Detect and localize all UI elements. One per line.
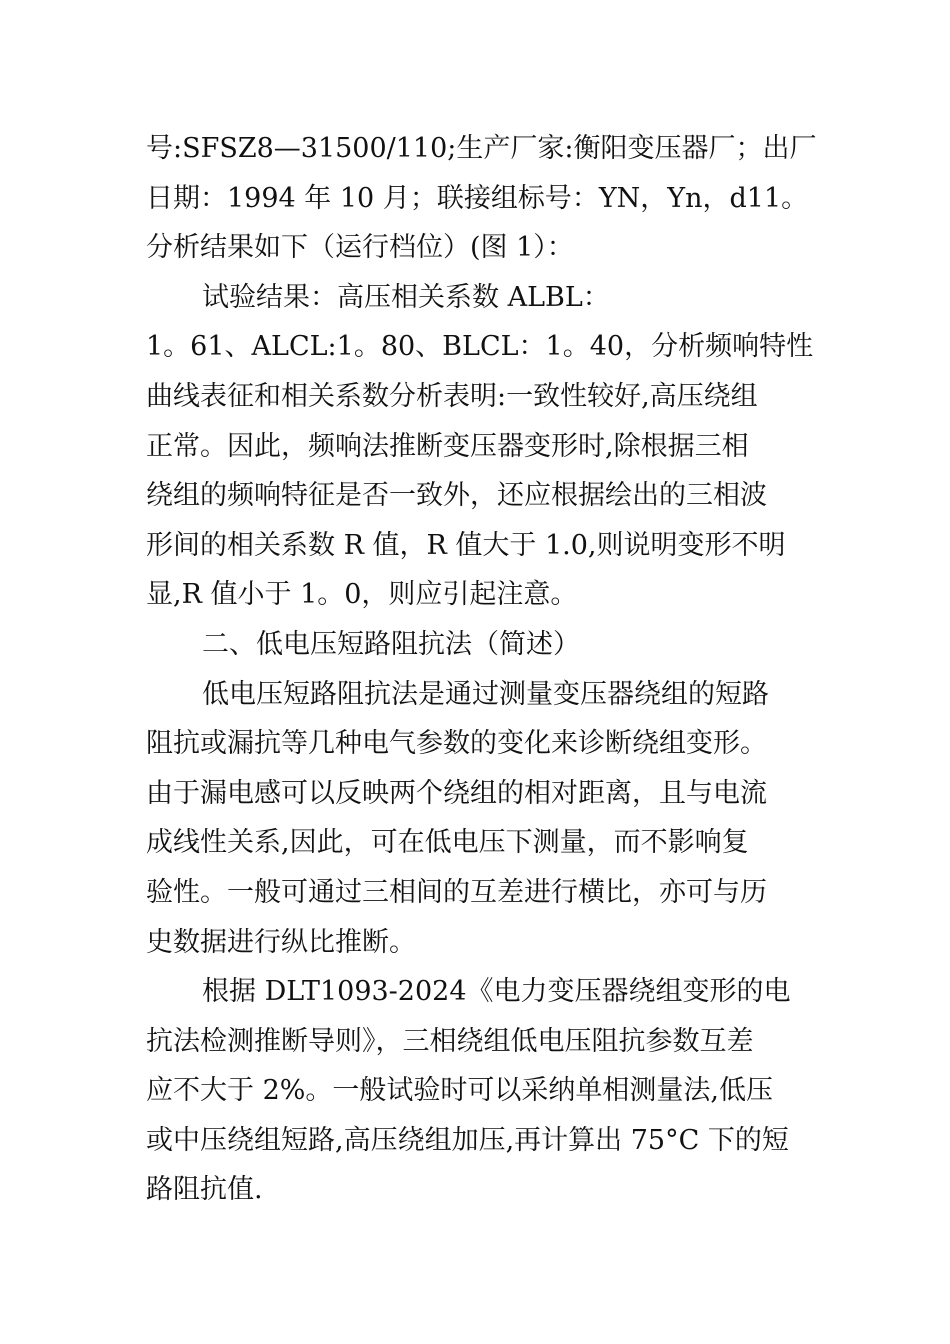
text-line: 1。61、ALCL:1。80、BLCL：1。40，分析频响特性 (146, 331, 814, 363)
body-text (146, 124, 817, 1215)
text-line: 成线性关系,因此，可在低电压下测量，而不影响复 (146, 827, 749, 859)
paragraph-start-line: 试验结果：高压相关系数 ALBL： (202, 281, 610, 313)
paragraph-start-line: 根据 DLT1093-2024《电力变压器绕组变形的电 (202, 976, 791, 1008)
text-line: 应不大于 2%。一般试验时可以采纳单相测量法,低压 (146, 1075, 773, 1107)
text-line: 阻抗或漏抗等几种电气参数的变化来诊断绕组变形。 (146, 728, 767, 760)
text-line: 曲线表征和相关系数分析表明:一致性较好,高压绕组 (146, 380, 758, 412)
text-line: 正常。因此，频响法推断变压器变形时,除根据三相 (146, 430, 749, 462)
text-line: 分析结果如下（运行档位）(图 1）： (146, 232, 574, 264)
text-line: 显,R 值小于 1。0，则应引起注意。 (146, 579, 578, 611)
text-line: 由于漏电感可以反映两个绕组的相对距离，且与电流 (146, 777, 767, 809)
text-line: 形间的相关系数 R 值，R 值大于 1.0,则说明变形不明 (146, 529, 786, 561)
text-line: 号:SFSZ8—31500/110;生产厂家:衡阳变压器厂；出厂 (146, 133, 817, 164)
text-line: 路阻抗值. (146, 1174, 263, 1206)
section-heading: 二、低电压短路阻抗法（简述） (202, 628, 580, 660)
text-line: 绕组的频响特征是否一致外，还应根据绘出的三相波 (146, 480, 767, 512)
text-line: 抗法检测推断导则》，三相绕组低电压阻抗参数互差 (146, 1025, 754, 1057)
text-line: 史数据进行纵比推断。 (146, 926, 416, 958)
text-line: 或中压绕组短路,高压绕组加压,再计算出 75°C 下的短 (146, 1124, 789, 1156)
paragraph-start-line: 低电压短路阻抗法是通过测量变压器绕组的短路 (202, 678, 769, 710)
text-line: 日期：1994 年 10 月；联接组标号：YN，Yn，d11。 (146, 182, 809, 214)
text-line: 验性。一般可通过三相间的互差进行横比，亦可与历 (146, 876, 767, 908)
